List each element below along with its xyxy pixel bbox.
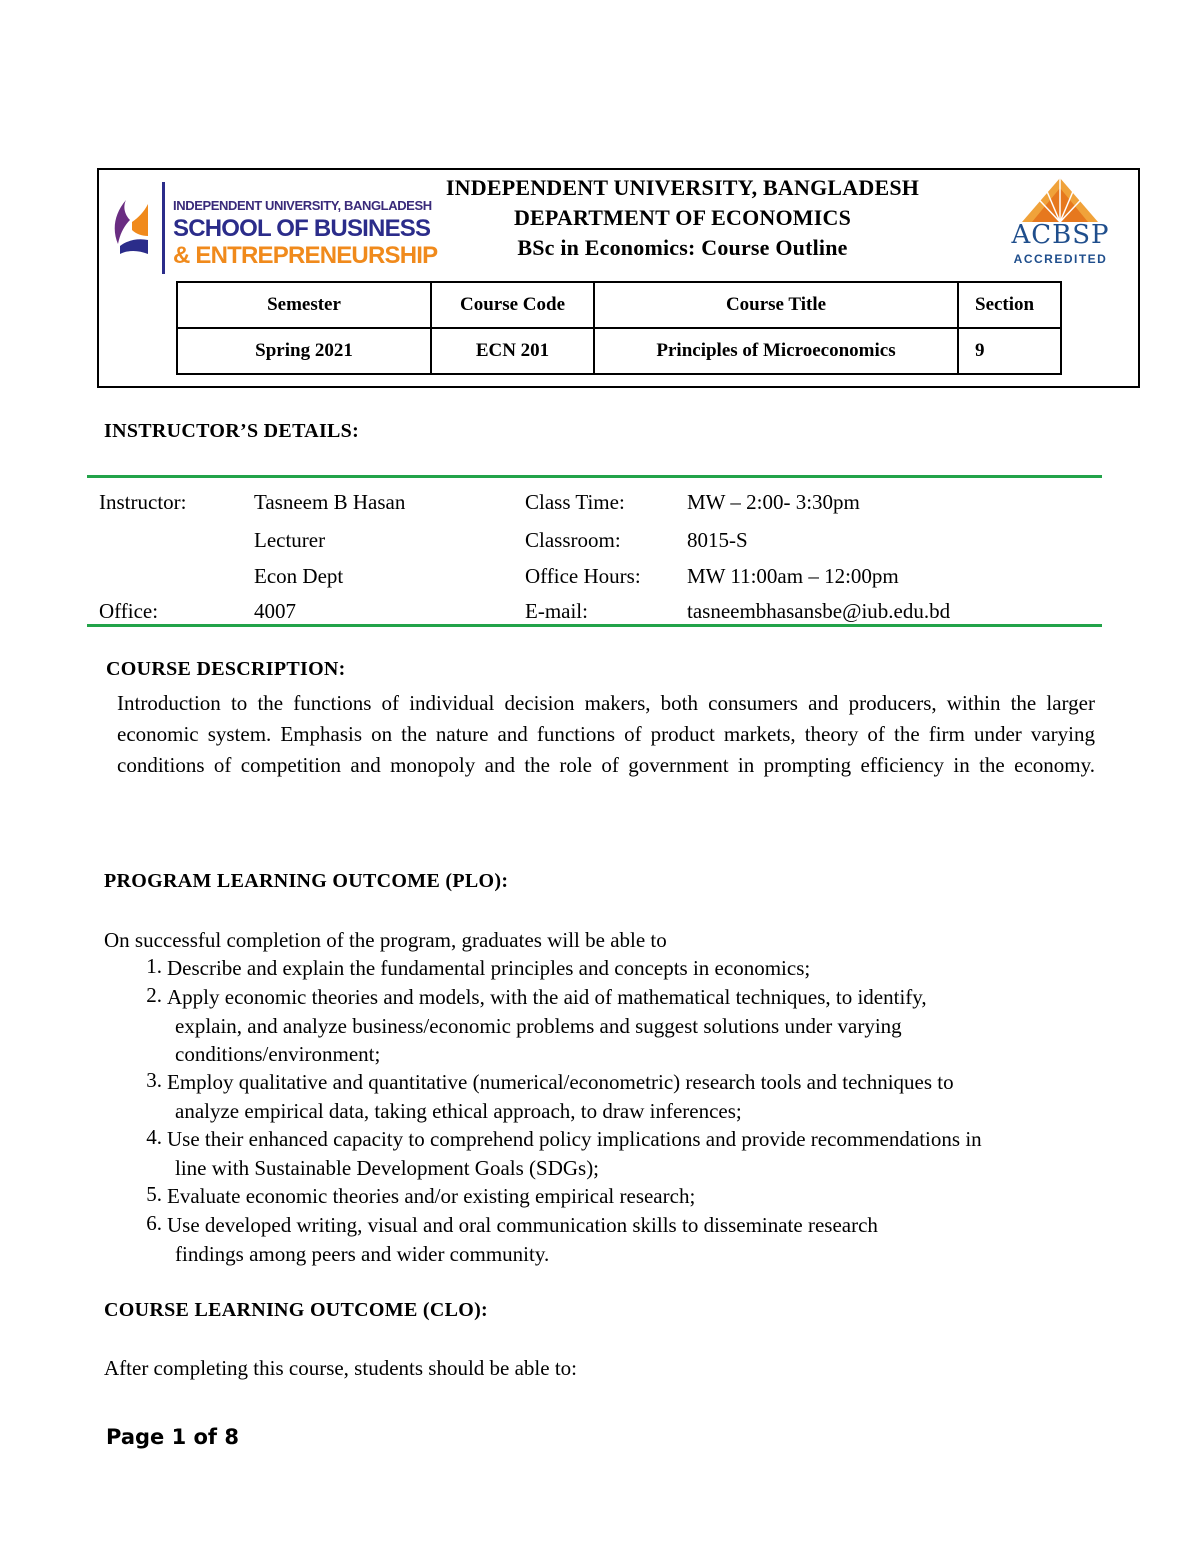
university-title: INDEPENDENT UNIVERSITY, BANGLADESH <box>445 175 920 200</box>
course-description-heading: COURSE DESCRIPTION: <box>106 658 346 680</box>
plo-item-number: 2. <box>146 983 162 1007</box>
logo-line-2: SCHOOL OF BUSINESS <box>173 215 431 242</box>
email-label: E-mail: <box>525 599 588 623</box>
course-info-table <box>176 281 1062 375</box>
iub-sbe-logo <box>110 178 438 278</box>
plo-item <box>167 1125 1097 1182</box>
plo-item-continuation: analyze empirical data, taking ethical approach, to draw inferences; <box>175 1098 742 1123</box>
logo-line-3: & ENTREPRENEURSHIP <box>173 242 438 269</box>
plo-item-number: 5. <box>146 1182 162 1206</box>
clo-heading: COURSE LEARNING OUTCOME (CLO): <box>104 1299 489 1321</box>
instructor-title: Lecturer <box>254 528 326 552</box>
classroom-label: Classroom: <box>525 528 621 552</box>
instructor-label: Instructor: <box>99 490 187 514</box>
plo-item-text: Apply economic theories and models, with the aid of mathematical techniques, to identify, <box>167 985 927 1009</box>
plo-item-number: 4. <box>146 1125 162 1149</box>
cell-section: 9 <box>958 328 1061 374</box>
plo-item <box>167 1182 1097 1211</box>
plo-item-continuation: findings among peers and wider community. <box>175 1241 550 1266</box>
program-title: BSc in Economics: Course Outline <box>517 235 848 260</box>
plo-item <box>167 1211 1097 1268</box>
plo-item-text: Employ qualitative and quantitative (numerical/econometric) research tools and techniques to <box>167 1070 954 1094</box>
plo-item-number: 1. <box>146 954 162 978</box>
green-divider-top <box>87 475 1102 478</box>
plo-item-text: Use their enhanced capacity to comprehend policy implications and provide recommendations in <box>167 1127 982 1151</box>
office-hours-label: Office Hours: <box>525 564 641 588</box>
plo-item <box>167 983 1097 1069</box>
plo-item-continuation: line with Sustainable Development Goals (SDGs); <box>175 1155 600 1180</box>
flame-logo-icon <box>110 178 160 278</box>
plo-item-continuation: explain, and analyze business/economic problems and suggest solutions under varying conditions/environment; <box>175 1013 902 1066</box>
plo-item-number: 6. <box>146 1211 162 1235</box>
header-section: Section <box>958 282 1061 328</box>
course-table-header-row <box>177 282 1061 328</box>
office-value: 4007 <box>254 599 296 623</box>
classroom-value: 8015-S <box>687 528 748 552</box>
department-title: DEPARTMENT OF ECONOMICS <box>513 205 852 230</box>
plo-list <box>0 954 1200 1274</box>
green-divider-bottom <box>87 624 1102 627</box>
instructor-dept: Econ Dept <box>254 564 344 588</box>
plo-item <box>167 1068 1097 1125</box>
acbsp-accredited: ACCREDITED <box>1013 252 1108 266</box>
office-label: Office: <box>99 599 159 623</box>
logo-line-1: INDEPENDENT UNIVERSITY, BANGLADESH <box>173 198 432 213</box>
instructor-name: Tasneem B Hasan <box>254 490 406 514</box>
course-table-row <box>177 328 1061 374</box>
header-course-code: Course Code <box>431 282 594 328</box>
acbsp-logo <box>998 176 1123 272</box>
clo-intro: After completing this course, students should be able to: <box>104 1356 577 1380</box>
cell-semester: Spring 2021 <box>177 328 431 374</box>
plo-item-text: Use developed writing, visual and oral communication skills to disseminate research <box>167 1213 878 1237</box>
plo-item-number: 3. <box>146 1068 162 1092</box>
class-time-label: Class Time: <box>525 490 625 514</box>
office-hours-value: MW 11:00am – 12:00pm <box>687 564 899 588</box>
logo-divider <box>162 182 165 274</box>
plo-item-text: Evaluate economic theories and/or existing empirical research; <box>167 1184 696 1208</box>
plo-heading: PROGRAM LEARNING OUTCOME (PLO): <box>104 870 509 892</box>
header-semester: Semester <box>177 282 431 328</box>
email-value: tasneembhasansbe@iub.edu.bd <box>687 599 951 623</box>
instructor-heading: INSTRUCTOR’S DETAILS: <box>104 420 360 442</box>
plo-item-text: Describe and explain the fundamental principles and concepts in economics; <box>167 956 811 980</box>
cell-course-code: ECN 201 <box>431 328 594 374</box>
page-number: Page 1 of 8 <box>106 1425 239 1449</box>
course-description-text: Introduction to the functions of individual decision makers, both consumers and producers, within the larger economic system. Emphasis on the nature and functions of product markets, theory of the firm under varying conditions of competition and monopoly and the role of government in prompting efficiency in the economy. <box>117 691 1095 777</box>
header-course-title: Course Title <box>594 282 958 328</box>
acbsp-wordmark: ACBSP <box>1011 220 1110 250</box>
cell-course-title: Principles of Microeconomics <box>594 328 958 374</box>
plo-intro: On successful completion of the program, graduates will be able to <box>104 928 667 952</box>
plo-item <box>167 954 1097 983</box>
class-time-value: MW – 2:00- 3:30pm <box>687 490 860 514</box>
acbsp-burst-icon <box>998 176 1123 226</box>
